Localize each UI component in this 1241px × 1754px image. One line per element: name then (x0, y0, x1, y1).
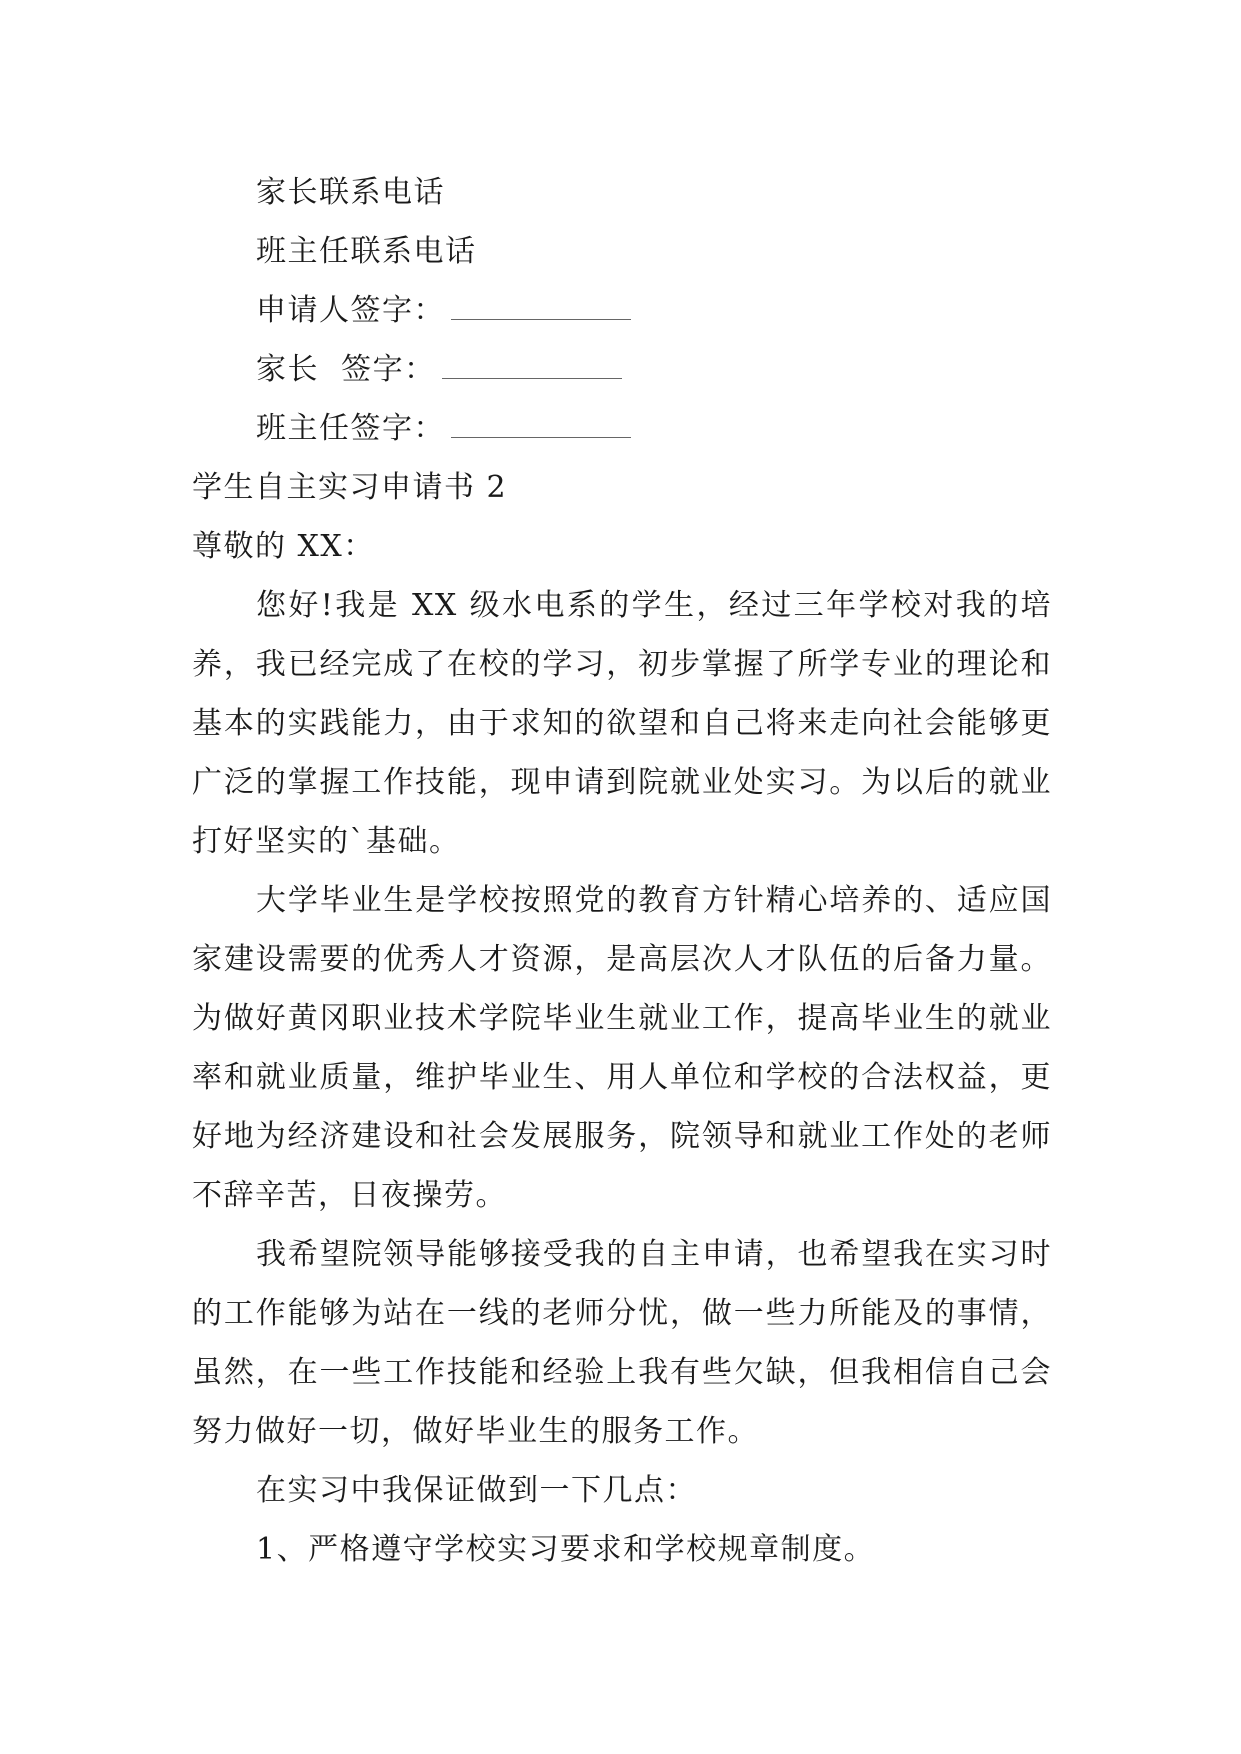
teacher-signature-row (192, 399, 1052, 458)
paragraph-intro: 您好!我是 XX 级水电系的学生，经过三年学校对我的培养，我已经完成了在校的学习，初步掌握了所学专业的理论和基本的实践能力，由于求知的欲望和自己将来走向社会能够更广泛的掌握工作技能，现申请到院就业处实习。为以后的就业打好坚实的`基础。 (192, 588, 1052, 859)
document-title: 学生自主实习申请书 2 (192, 470, 508, 505)
paragraph-pledge-intro: 在实习中我保证做到一下几点： (256, 1473, 697, 1508)
teacher-signature-blank (451, 411, 631, 438)
teacher-signature-label: 班主任签字： (256, 411, 445, 446)
parent-signature-label: 家长 签字： (256, 352, 436, 387)
parent-phone-label: 家长联系电话 (256, 175, 445, 210)
paragraph-hope: 我希望院领导能够接受我的自主申请，也希望我在实习时的工作能够为站在一线的老师分忧，做一些力所能及的事情，虽然，在一些工作技能和经验上我有些欠缺，但我相信自己会努力做好一切，做好毕业生的服务工作。 (192, 1237, 1052, 1449)
document-body (192, 163, 1052, 1579)
applicant-signature-blank (451, 293, 631, 320)
parent-signature-blank (442, 352, 622, 379)
teacher-phone-label: 班主任联系电话 (256, 234, 477, 269)
parent-signature-row (192, 340, 1052, 399)
applicant-signature-label: 申请人签字： (256, 293, 445, 328)
paragraph-pledge-item-1: 1、严格遵守学校实习要求和学校规章制度。 (256, 1532, 876, 1567)
salutation: 尊敬的 XX： (192, 529, 375, 564)
applicant-signature-row (192, 281, 1052, 340)
paragraph-graduates: 大学毕业生是学校按照党的教育方针精心培养的、适应国家建设需要的优秀人才资源，是高层次人才队伍的后备力量。为做好黄冈职业技术学院毕业生就业工作，提高毕业生的就业率和就业质量，维护毕业生、用人单位和学校的合法权益，更好地为经济建设和社会发展服务，院领导和就业工作处的老师不辞辛苦，日夜操劳。 (192, 883, 1052, 1213)
